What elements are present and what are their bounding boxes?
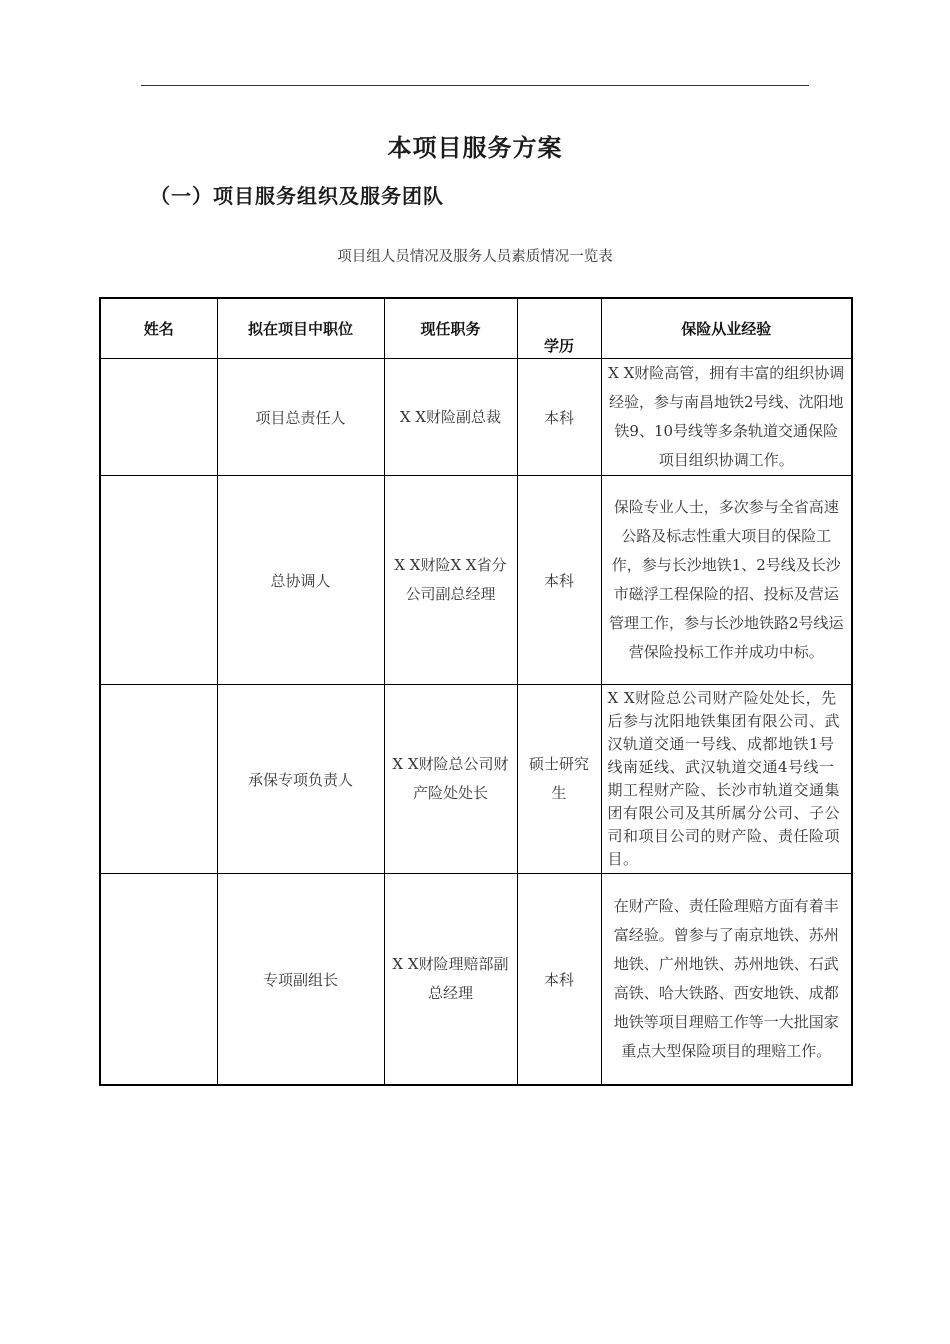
cell-education: 硕士研究生	[517, 685, 601, 874]
table-row	[100, 874, 852, 1086]
cell-education: 本科	[517, 476, 601, 685]
cell-education: 本科	[517, 359, 601, 476]
header-name: 姓名	[100, 298, 217, 359]
table-header-row	[100, 298, 852, 359]
cell-position: 总协调人	[217, 476, 384, 685]
cell-name	[100, 476, 217, 685]
cell-current-post: X X财险X X省分公司副总经理	[384, 476, 517, 685]
cell-name	[100, 359, 217, 476]
cell-position: 项目总责任人	[217, 359, 384, 476]
cell-current-post: X X财险总公司财产险处处长	[384, 685, 517, 874]
cell-current-post: X X财险副总裁	[384, 359, 517, 476]
cell-name	[100, 685, 217, 874]
document-title: 本项目服务方案	[387, 134, 563, 162]
table-row	[100, 685, 852, 874]
cell-name	[100, 874, 217, 1086]
cell-position: 专项副组长	[217, 874, 384, 1086]
cell-experience: 在财产险、责任险理赔方面有着丰富经验。曾参与了南京地铁、苏州地铁、广州地铁、苏州地铁、石武高铁、哈大铁路、西安地铁、成都地铁等项目理赔工作等一大批国家重点大型保险项目的理赔工作。	[601, 874, 852, 1086]
cell-current-post: X X财险理赔部副总经理	[384, 874, 517, 1086]
header-education: 学历	[517, 298, 601, 359]
header-experience: 保险从业经验	[601, 298, 852, 359]
staff-table	[99, 297, 853, 1086]
header-current-post: 现任职务	[384, 298, 517, 359]
header-rule	[141, 85, 809, 86]
cell-position: 承保专项负责人	[217, 685, 384, 874]
section-heading: （一）项目服务组织及服务团队	[150, 184, 444, 208]
table-row	[100, 359, 852, 476]
cell-experience: X X财险高管，拥有丰富的组织协调经验，参与南昌地铁2号线、沈阳地铁9、10号线等多条轨道交通保险项目组织协调工作。	[601, 359, 852, 476]
table-caption: 项目组人员情况及服务人员素质情况一览表	[337, 249, 613, 265]
cell-education: 本科	[517, 874, 601, 1086]
table-row	[100, 476, 852, 685]
cell-experience: X X财险总公司财产险处处长，先后参与沈阳地铁集团有限公司、武汉轨道交通一号线、成都地铁1号线南延线、武汉轨道交通4号线一期工程财产险、长沙市轨道交通集团有限公司及其所属分公司、子公司和项目公司的财产险、责任险项目。	[601, 685, 852, 874]
header-position: 拟在项目中职位	[217, 298, 384, 359]
cell-experience: 保险专业人士，多次参与全省高速公路及标志性重大项目的保险工作，参与长沙地铁1、2号线及长沙市磁浮工程保险的招、投标及营运管理工作，参与长沙地铁路2号线运营保险投标工作并成功中标。	[601, 476, 852, 685]
